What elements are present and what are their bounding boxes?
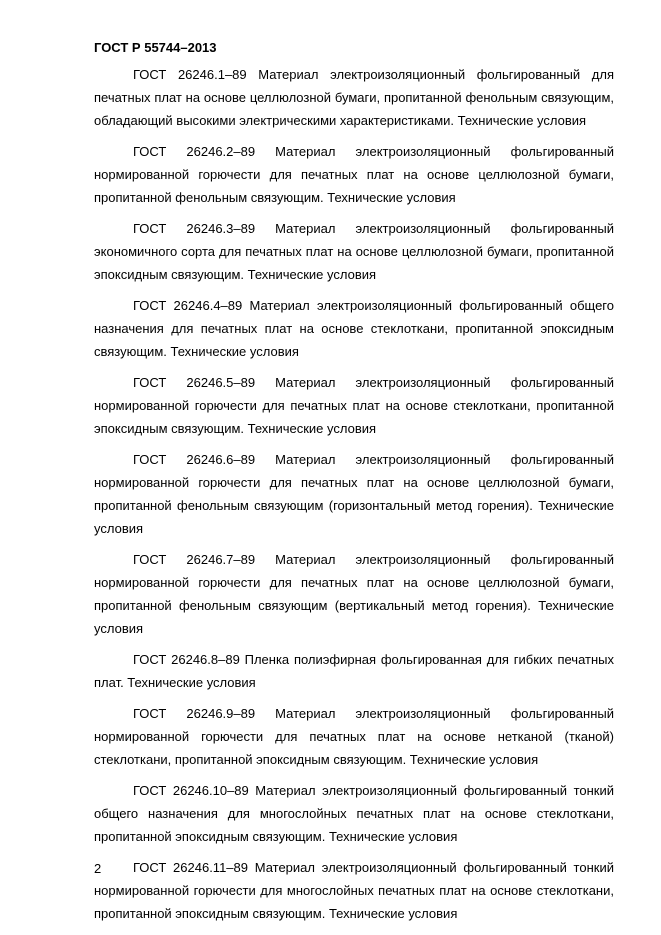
reference-item: ГОСТ 26246.8–89 Пленка полиэфирная фольгированная для гибких печатных плат. Технические условия (94, 652, 614, 690)
reference-item: ГОСТ 26246.1–89 Материал электроизоляционный фольгированный для печатных плат на основе целлюлозной бумаги, пропитанной фенольным связующим, обладающий высокими электрическими характеристиками. Технические условия (94, 67, 614, 128)
reference-item: ГОСТ 26246.11–89 Материал электроизоляционный фольгированный тонкий нормированной горючести для многослойных печатных плат на основе стеклоткани, пропитанной эпоксидным связующим. Технические условия (94, 860, 614, 921)
reference-item: ГОСТ 26246.7–89 Материал электроизоляционный фольгированный нормированной горючести для печатных плат на основе целлюлозной бумаги, пропитанной фенольным связующим (вертикальный метод горения). Технические условия (94, 552, 614, 636)
document-header: ГОСТ Р 55744–2013 (94, 40, 217, 55)
reference-item: ГОСТ 26246.5–89 Материал электроизоляционный фольгированный нормированной горючести для печатных плат на основе стеклоткани, пропитанной эпоксидным связующим. Технические условия (94, 375, 614, 436)
reference-list (94, 63, 614, 933)
reference-item: ГОСТ 26246.9–89 Материал электроизоляционный фольгированный нормированной горючести для печатных плат на основе нетканой (тканой) стеклоткани, пропитанной эпоксидным связующим. Технические условия (94, 706, 614, 767)
reference-item: ГОСТ 26246.10–89 Материал электроизоляционный фольгированный тонкий общего назначения для многослойных печатных плат на основе стеклоткани, пропитанной эпоксидным связующим. Технические условия (94, 783, 614, 844)
reference-item: ГОСТ 26246.2–89 Материал электроизоляционный фольгированный нормированной горючести для печатных плат на основе целлюлозной бумаги, пропитанной фенольным связующим. Технические условия (94, 144, 614, 205)
reference-item: ГОСТ 26246.6–89 Материал электроизоляционный фольгированный нормированной горючести для печатных плат на основе целлюлозной бумаги, пропитанной фенольным связующим (горизонтальный метод горения). Технические условия (94, 452, 614, 536)
reference-item: ГОСТ 26246.4–89 Материал электроизоляционный фольгированный общего назначения для печатных плат на основе стеклоткани, пропитанной эпоксидным связующим. Технические условия (94, 298, 614, 359)
page-number: 2 (94, 861, 102, 876)
reference-item: ГОСТ 26246.3–89 Материал электроизоляционный фольгированный экономичного сорта для печатных плат на основе целлюлозной бумаги, пропитанной эпоксидным связующим. Технические условия (94, 221, 614, 282)
